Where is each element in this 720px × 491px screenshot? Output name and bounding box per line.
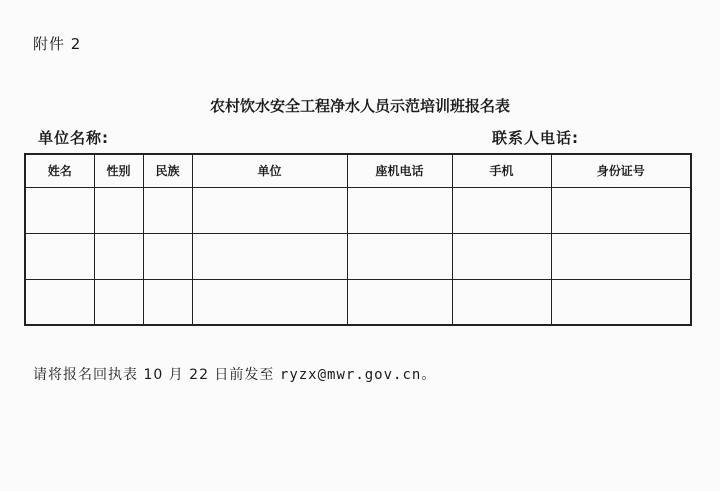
table-row xyxy=(25,187,691,233)
table-cell xyxy=(452,279,551,325)
table-cell xyxy=(551,233,691,279)
table-cell xyxy=(94,187,143,233)
table-cell xyxy=(347,233,452,279)
registration-table xyxy=(24,153,692,326)
header-unit: 单位 xyxy=(192,154,347,187)
header-mobile: 手机 xyxy=(452,154,551,187)
header-name: 姓名 xyxy=(25,154,94,187)
table-cell xyxy=(143,233,192,279)
attachment-label: 附件 2 xyxy=(33,35,82,53)
form-title: 农村饮水安全工程净水人员示范培训班报名表 xyxy=(209,97,510,115)
table-cell xyxy=(551,187,691,233)
table-cell xyxy=(192,187,347,233)
contact-phone-label: 联系人电话: xyxy=(492,129,579,147)
instruction-end: 。 xyxy=(421,367,437,383)
table-cell xyxy=(452,233,551,279)
header-id-number: 身份证号 xyxy=(551,154,691,187)
header-landline: 座机电话 xyxy=(347,154,452,187)
table-cell xyxy=(143,187,192,233)
table-cell xyxy=(25,279,94,325)
table-row xyxy=(25,233,691,279)
table-cell xyxy=(551,279,691,325)
table-cell xyxy=(25,187,94,233)
header-ethnicity: 民族 xyxy=(143,154,192,187)
unit-name-label: 单位名称: xyxy=(38,129,109,147)
table-cell xyxy=(192,279,347,325)
table-cell xyxy=(347,279,452,325)
submission-instruction xyxy=(33,364,436,384)
table-header-row xyxy=(25,154,691,187)
table-cell xyxy=(94,233,143,279)
table-cell xyxy=(452,187,551,233)
table-cell xyxy=(25,233,94,279)
table-cell xyxy=(94,279,143,325)
email-address: ryzx@mwr.gov.cn xyxy=(279,367,422,383)
table-row xyxy=(25,279,691,325)
instruction-text: 请将报名回执表 10 月 22 日前发至 xyxy=(33,367,280,383)
header-gender: 性别 xyxy=(94,154,143,187)
table-cell xyxy=(347,187,452,233)
table-cell xyxy=(192,233,347,279)
table-cell xyxy=(143,279,192,325)
